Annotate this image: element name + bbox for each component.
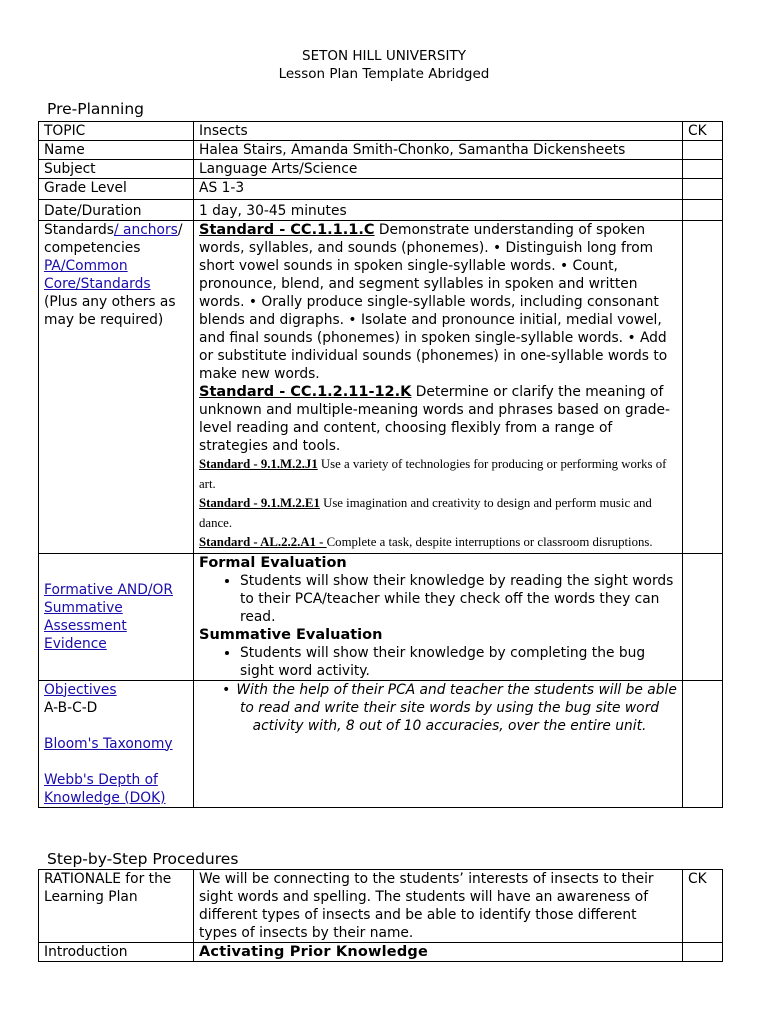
list-item: • Students will show their knowledge by reading the sight words to their PCA/teacher while they check off the words they can read. <box>240 572 678 626</box>
name-value: Halea Stairs, Amanda Smith-Chonko, Samantha Dickensheets <box>194 141 683 160</box>
table-row <box>39 680 723 807</box>
subject-label: Subject <box>39 160 194 179</box>
list-item: • Students will show their knowledge by completing the bug sight word activity. <box>240 644 678 680</box>
table-row <box>39 200 723 221</box>
preplanning-title: Pre-Planning <box>47 100 145 118</box>
name-label: Name <box>39 141 194 160</box>
grade-label: Grade Level <box>39 179 194 200</box>
summative-evaluation-list <box>199 644 678 680</box>
formal-evaluation-heading: Formal Evaluation <box>199 554 347 571</box>
ck-cell <box>683 680 723 807</box>
standard-5-code: Standard - AL.2.2.A1 - <box>199 535 327 549</box>
ck-cell <box>683 221 723 554</box>
topic-label: TOPIC <box>39 122 194 141</box>
subject-value: Language Arts/Science <box>194 160 683 179</box>
standards-text: Standards <box>44 222 114 238</box>
standard-2 <box>199 383 678 455</box>
standard-3-code: Standard - 9.1.M.2.J1 <box>199 457 318 471</box>
table-row <box>39 141 723 160</box>
assessment-evidence-link[interactable]: Formative AND/OR Summative Assessment Evidence <box>44 581 173 652</box>
ck-cell <box>683 179 723 200</box>
table-row <box>39 179 723 200</box>
standard-1 <box>199 221 678 383</box>
standard-4 <box>199 494 678 533</box>
rationale-text: We will be connecting to the students’ interests of insects to their sight words and spelling. The students will have an awareness of different types of insects and be able to identify those different types of insects by their name. <box>194 870 683 943</box>
date-value: 1 day, 30-45 minutes <box>194 200 683 221</box>
preplanning-table <box>38 121 723 808</box>
standard-3 <box>199 455 678 494</box>
introduction-label: Introduction <box>39 943 194 962</box>
ck-cell <box>683 141 723 160</box>
ck-header: CK <box>683 122 723 141</box>
date-label: Date/Duration <box>39 200 194 221</box>
template-subtitle: Lesson Plan Template Abridged <box>278 66 490 82</box>
university-name: SETON HILL UNIVERSITY <box>302 48 466 64</box>
standards-content <box>194 221 683 554</box>
table-row <box>39 122 723 141</box>
ck-cell <box>683 200 723 221</box>
objectives-content <box>194 680 683 807</box>
anchors-link[interactable]: / anchors <box>113 222 178 238</box>
standard-4-text: Use imagination and creativity to design and perform music and dance. <box>199 496 652 530</box>
assessment-content <box>194 553 683 680</box>
objectives-abcd: A-B-C-D <box>44 699 98 716</box>
standards-note: (Plus any others as may be required) <box>44 294 176 328</box>
standard-5 <box>199 533 678 553</box>
ck-header: CK <box>683 870 723 943</box>
standard-1-code: Standard - CC.1.1.1.C <box>199 222 375 238</box>
summative-evaluation-heading: Summative Evaluation <box>199 626 383 643</box>
standard-2-text: Determine or clarify the meaning of unknown and multiple-meaning words and phrases based on grade-level reading and content, choosing flexibly from a range of strategies and tools. <box>199 384 671 454</box>
table-row <box>39 943 723 962</box>
ck-cell <box>683 943 723 962</box>
table-row <box>39 870 723 943</box>
standard-5-text: Complete a task, despite interruptions or classroom disruptions. <box>326 535 653 549</box>
ck-cell <box>683 553 723 680</box>
objectives-link[interactable]: Objectives <box>44 681 117 698</box>
blooms-taxonomy-link[interactable]: Bloom's Taxonomy <box>44 735 173 752</box>
activating-prior-knowledge-heading: Activating Prior Knowledge <box>199 944 429 960</box>
formal-evaluation-list <box>199 572 678 626</box>
topic-value: Insects <box>194 122 683 141</box>
document-header <box>0 47 768 83</box>
ck-cell <box>683 160 723 179</box>
webbs-dok-link[interactable]: Webb's Depth of Knowledge (DOK) <box>44 771 166 806</box>
objectives-text: With the help of their PCA and teacher the students will be able to read and write their site words by using the bug site word activity with, 8 out of 10 accuracies, over the entire unit. <box>236 681 677 734</box>
objectives-label-cell <box>39 680 194 807</box>
pa-common-core-link[interactable]: PA/Common Core/Standards <box>44 258 151 292</box>
competencies-text: / competencies <box>44 222 183 256</box>
standard-2-code: Standard - CC.1.2.11-12.K <box>199 384 412 400</box>
bullet-icon: • <box>222 681 231 698</box>
standard-4-code: Standard - 9.1.M.2.E1 <box>199 496 320 510</box>
procedures-table <box>38 869 723 962</box>
introduction-value <box>194 943 683 962</box>
assessment-label-cell <box>39 553 194 680</box>
table-row <box>39 553 723 680</box>
grade-value: AS 1-3 <box>194 179 683 200</box>
standard-3-text: Use a variety of technologies for producing or performing works of art. <box>199 457 667 491</box>
objectives-bullet <box>199 681 678 735</box>
table-row <box>39 221 723 554</box>
standards-label <box>39 221 194 554</box>
table-row <box>39 160 723 179</box>
standard-1-text: Demonstrate understanding of spoken words, syllables, and sounds (phonemes). • Distinguish long from short vowel sounds in spoken single-syllable words. • Count, pronounce, blend, and segment syllables in spoken and written words. • Orally produce single-syllable words, including consonant blends and digraphs. • Isolate and pronounce initial, medial vowel, and final sounds (phonemes) in spoken single-syllable words. • Add or substitute individual sounds (phonemes) in one-syllable words to make new words. <box>199 222 668 382</box>
procedures-title: Step-by-Step Procedures <box>47 850 239 868</box>
rationale-label: RATIONALE for the Learning Plan <box>39 870 194 943</box>
